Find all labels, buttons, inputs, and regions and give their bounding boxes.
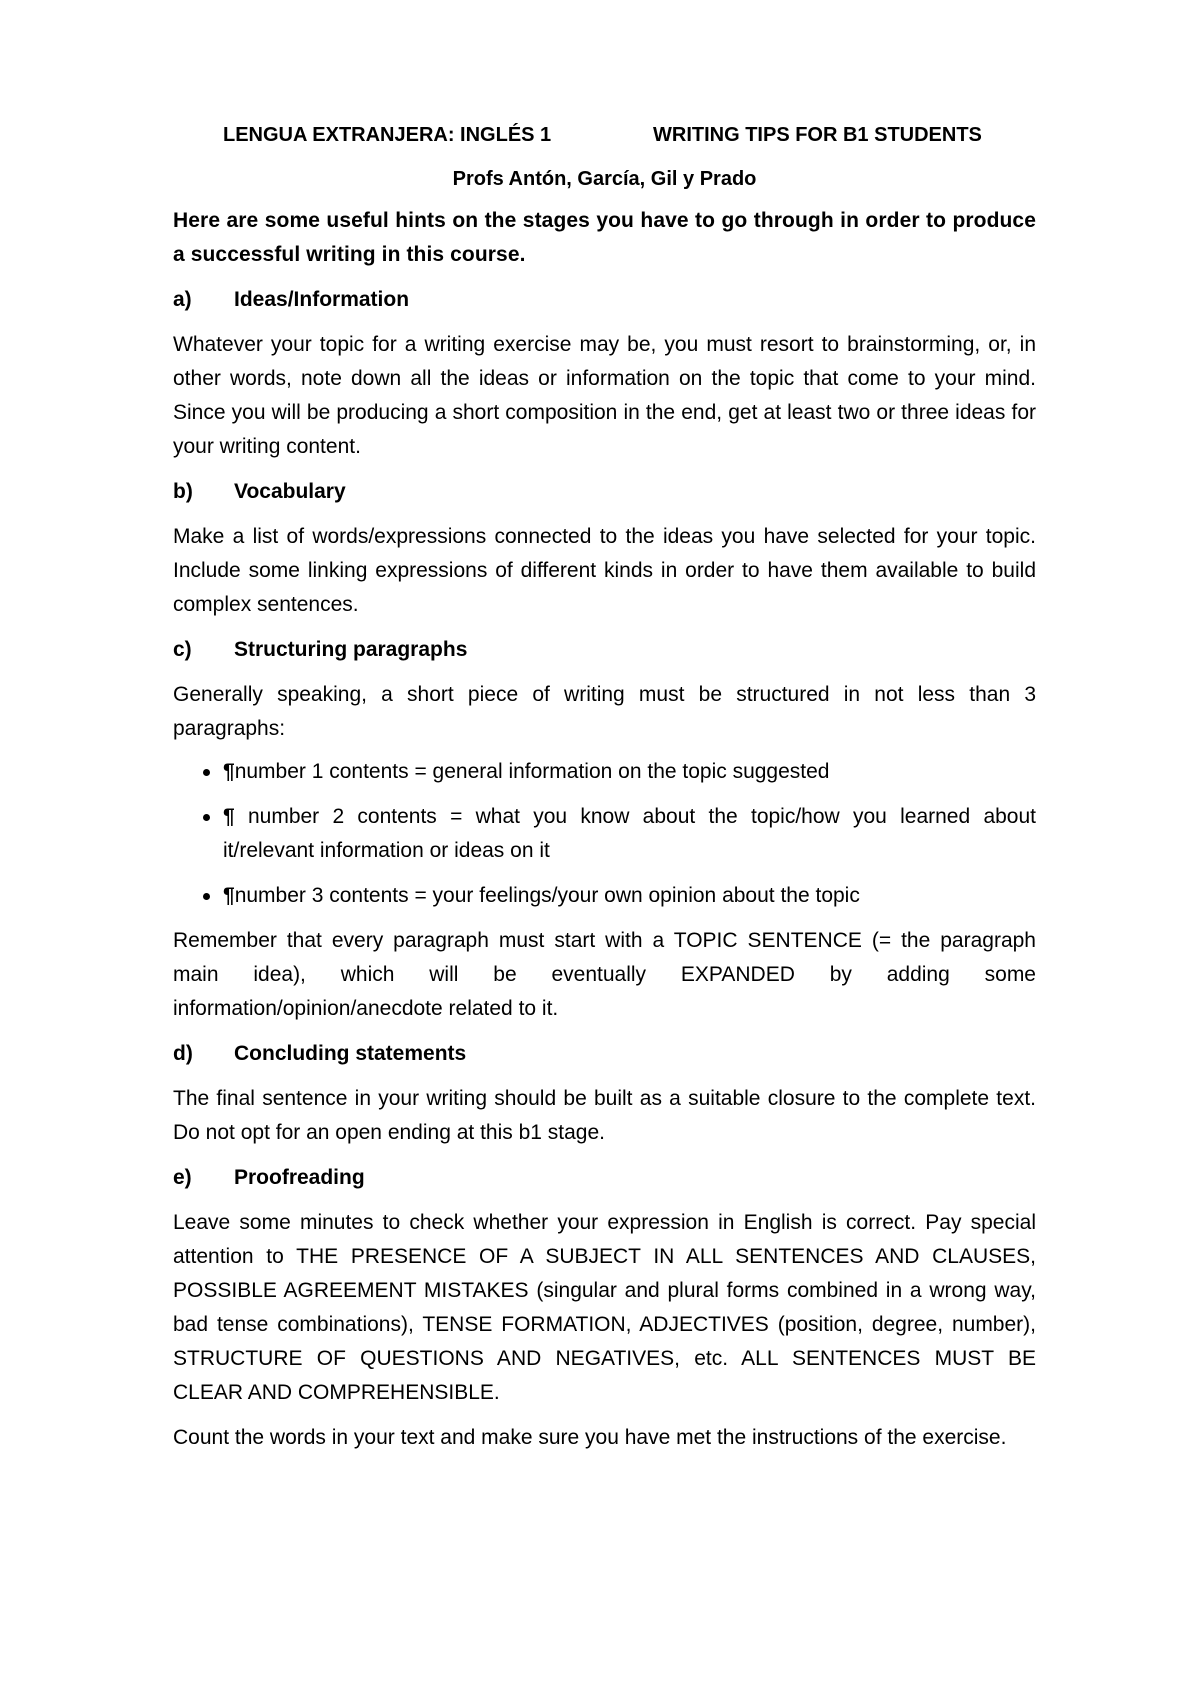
section-d-letter: d) (173, 1042, 193, 1065)
section-c-letter: c) (173, 638, 192, 661)
section-c-heading (173, 633, 1036, 667)
authors-line: Profs Antón, García, Gil y Prado (452, 168, 757, 190)
section-e-closing: Count the words in your text and make sure you have met the instructions of the exercise. (173, 1426, 1007, 1449)
section-a-body: Whatever your topic for a writing exercise may be, you must resort to brainstorming, or, in other words, note down all the ideas or information on the topic that come to your mind. Since you will be producing a short composition in the end, get at least two or three ideas for your writing content. (173, 333, 1036, 458)
section-d-title: Concluding statements (234, 1042, 467, 1065)
document-page (173, 118, 1036, 1455)
list-item-text: number 2 contents = what you know about the topic/how you learned about it/relevant information or ideas on it (223, 805, 1036, 862)
list-item-text: number 1 contents = general information on the topic suggested (234, 760, 830, 783)
pilcrow-mark: ¶ (223, 884, 235, 907)
title-row (173, 118, 1036, 152)
section-b-letter: b) (173, 480, 193, 503)
course-title: LENGUA EXTRANJERA: INGLÉS 1 (223, 124, 552, 146)
intro-paragraph: Here are some useful hints on the stages you have to go through in order to produce a successful writing in this course. (173, 209, 1036, 266)
section-e-body: Leave some minutes to check whether your expression in English is correct. Pay special attention to THE PRESENCE OF A SUBJECT IN ALL SENTENCES AND CLAUSES, POSSIBLE AGREEMENT MISTAKES (singular and plural forms combined in a wrong way, bad tense combinations), TENSE FORMATION, ADJECTIVES (position, degree, number), STRUCTURE OF QUESTIONS AND NEGATIVES, etc. ALL SENTENCES MUST BE CLEAR AND COMPREHENSIBLE. (173, 1211, 1036, 1404)
bullet-icon (203, 893, 210, 900)
paragraph-structure-list (173, 755, 1036, 913)
bullet-icon (203, 814, 210, 821)
list-item-text: number 3 contents = your feelings/your own opinion about the topic (234, 884, 860, 907)
section-b-heading (173, 475, 1036, 509)
document-title: WRITING TIPS FOR B1 STUDENTS (653, 124, 982, 146)
section-e-letter: e) (173, 1166, 192, 1189)
section-a-title: Ideas/Information (234, 288, 410, 311)
list-item (173, 755, 1036, 789)
section-a-letter: a) (173, 288, 192, 311)
section-e-title: Proofreading (234, 1166, 365, 1189)
section-b-body: Make a list of words/expressions connected to the ideas you have selected for your topic. Include some linking expressions of different kinds in order to have them available to build complex sentences. (173, 525, 1036, 616)
pilcrow-mark: ¶ (223, 805, 235, 828)
section-e-heading (173, 1161, 1036, 1195)
section-c-title: Structuring paragraphs (234, 638, 468, 661)
pilcrow-mark: ¶ (223, 760, 235, 783)
section-d-body: The final sentence in your writing should be built as a suitable closure to the complete text. Do not opt for an open ending at this b1 stage. (173, 1087, 1036, 1144)
section-a-heading (173, 283, 1036, 317)
section-c-after: Remember that every paragraph must start with a TOPIC SENTENCE (= the paragraph main idea), which will be eventually EXPANDED by adding some information/opinion/anecdote related to it. (173, 929, 1036, 1020)
list-item (173, 879, 1036, 913)
list-item (173, 800, 1036, 868)
section-c-body: Generally speaking, a short piece of writing must be structured in not less than 3 paragraphs: (173, 683, 1036, 740)
section-d-heading (173, 1037, 1036, 1071)
bullet-icon (203, 769, 210, 776)
section-b-title: Vocabulary (234, 480, 346, 503)
